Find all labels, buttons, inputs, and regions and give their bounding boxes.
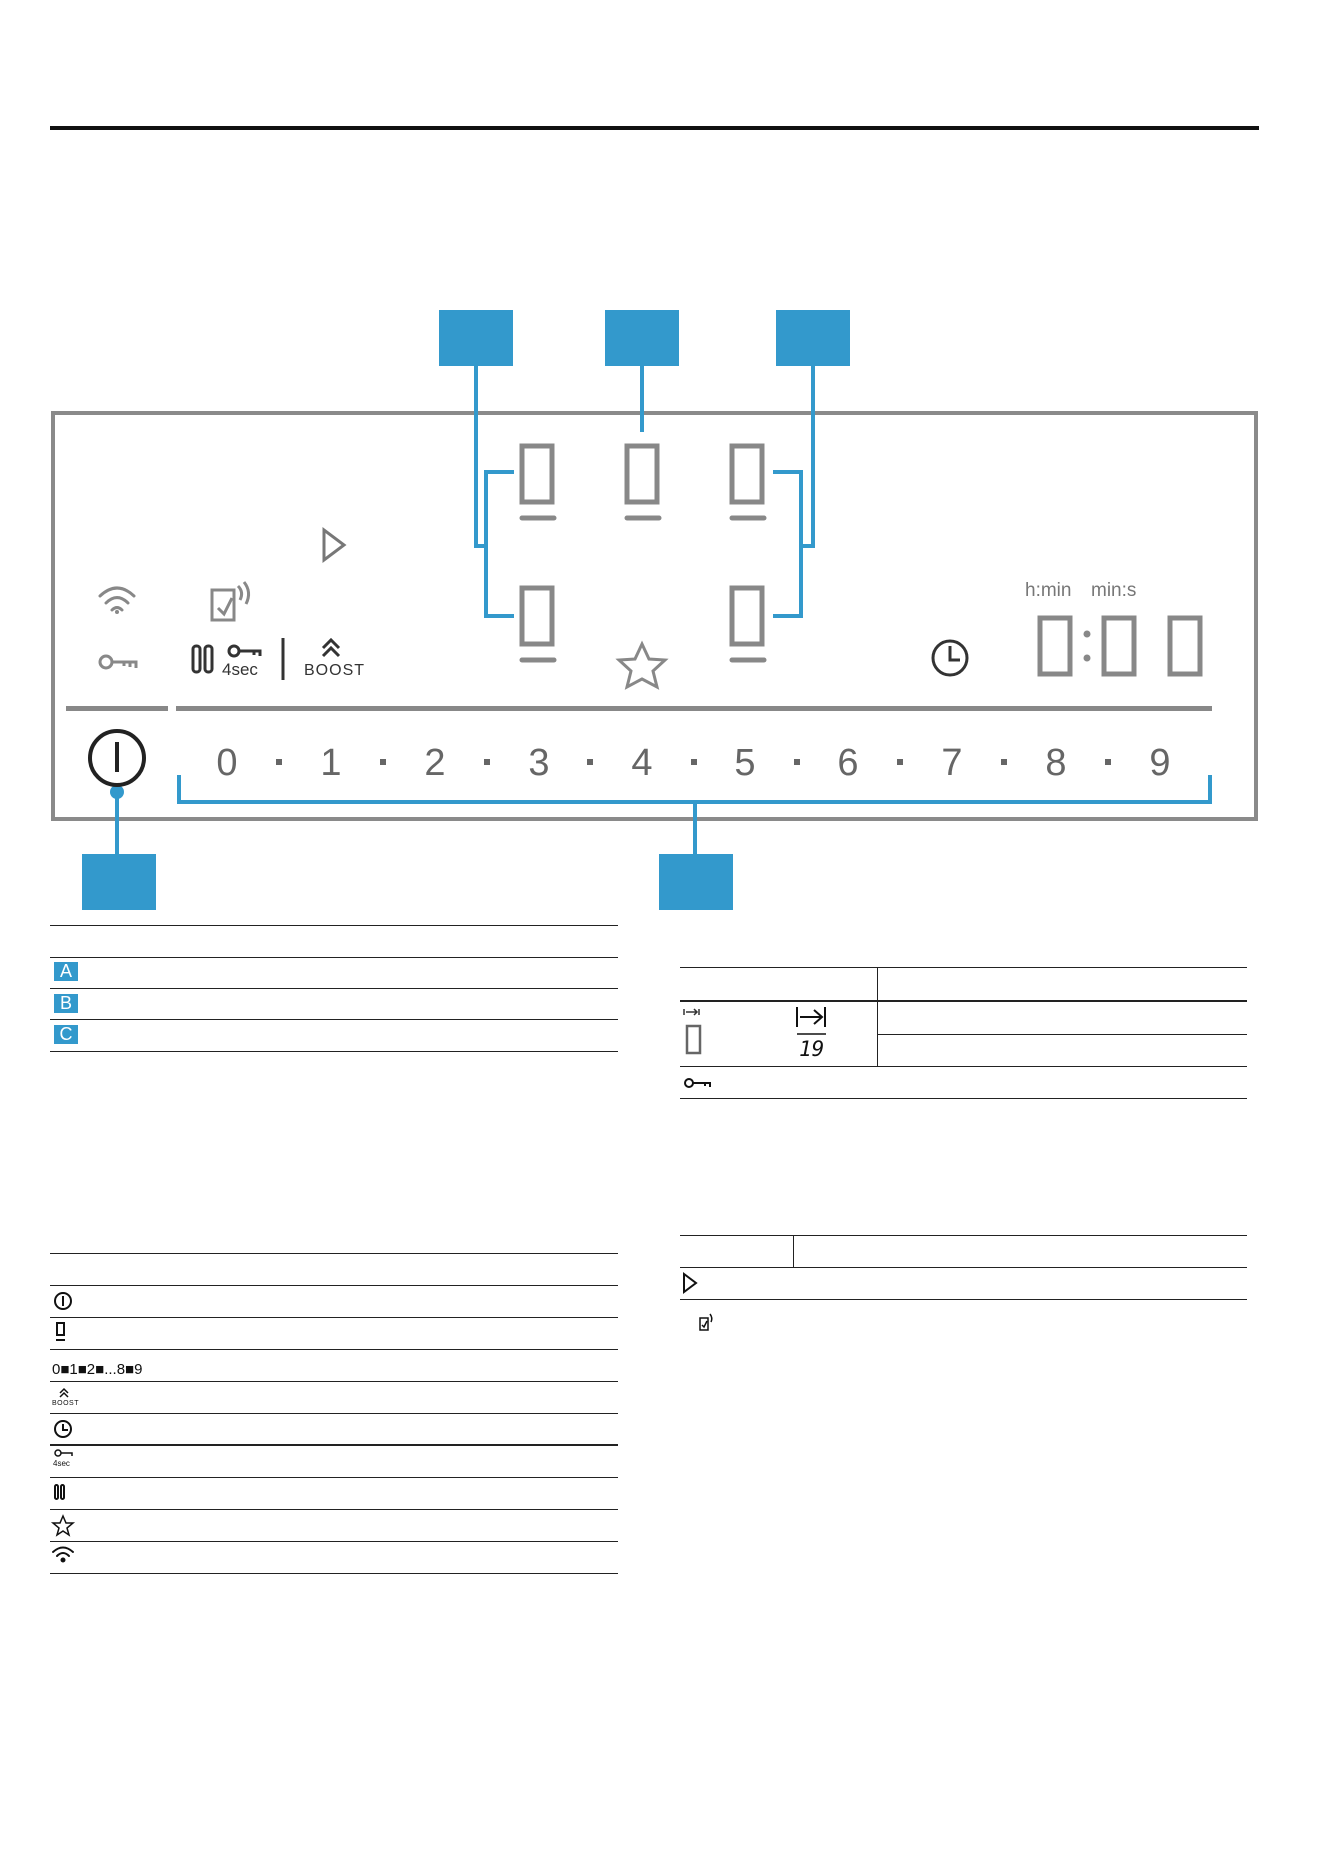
slider-value-5[interactable]: 5 (734, 742, 756, 784)
boost-small-label: BOOST (52, 1400, 80, 1407)
arrow-to-line-icon (684, 1009, 699, 1015)
legend-rule (877, 1034, 1247, 1035)
slider-value-4[interactable]: 4 (631, 742, 653, 784)
lock-small-label: 4sec (53, 1459, 70, 1468)
slider-value-1[interactable]: 1 (320, 742, 342, 784)
sample-digits: 19 (799, 1037, 825, 1061)
slider-value-3[interactable]: 3 (528, 742, 550, 784)
legend-rule (680, 1267, 1247, 1268)
legend-rule (680, 1299, 1247, 1300)
legend-rule (680, 1066, 1247, 1067)
slider-value-6[interactable]: 6 (837, 742, 859, 784)
legend-badge-c: C (54, 1025, 78, 1044)
phone-connect-icon (700, 1314, 712, 1330)
key-4sec-icon (55, 1450, 72, 1456)
legend-rule (680, 1235, 1247, 1236)
digit-icon (687, 1026, 700, 1053)
slider-value-2[interactable]: 2 (424, 742, 446, 784)
star-icon (53, 1516, 73, 1535)
lock-timer-label: 4sec (222, 660, 258, 679)
digit-icon (56, 1323, 65, 1340)
power-icon (55, 1293, 71, 1309)
legend-col-divider (877, 967, 878, 1066)
key-icon (685, 1079, 710, 1087)
timer-min-s-label: min:s (1091, 580, 1137, 601)
boost-icon (60, 1389, 68, 1397)
power-level-text: 0■1■2■...8■9 (52, 1361, 143, 1378)
legend-rule (680, 1000, 1247, 1002)
wifi-icon (53, 1548, 73, 1562)
legend-badge-b: B (54, 994, 78, 1013)
clock-icon (55, 1421, 71, 1437)
legend-badge-a: A (54, 962, 78, 981)
legend-rule (680, 1098, 1247, 1099)
slider-value-7[interactable]: 7 (941, 742, 963, 784)
slider-value-8[interactable]: 8 (1045, 742, 1067, 784)
legend-rule (680, 967, 1247, 968)
slider-value-9[interactable]: 9 (1149, 742, 1171, 784)
arrow-to-line-icon (797, 1007, 825, 1027)
pause-icon (55, 1485, 64, 1499)
slider-value-0[interactable]: 0 (216, 742, 238, 784)
timer-h-min-label: h:min (1025, 580, 1072, 601)
legend-col-divider (793, 1235, 794, 1267)
play-triangle-icon (684, 1274, 696, 1292)
boost-label: BOOST (304, 662, 366, 679)
